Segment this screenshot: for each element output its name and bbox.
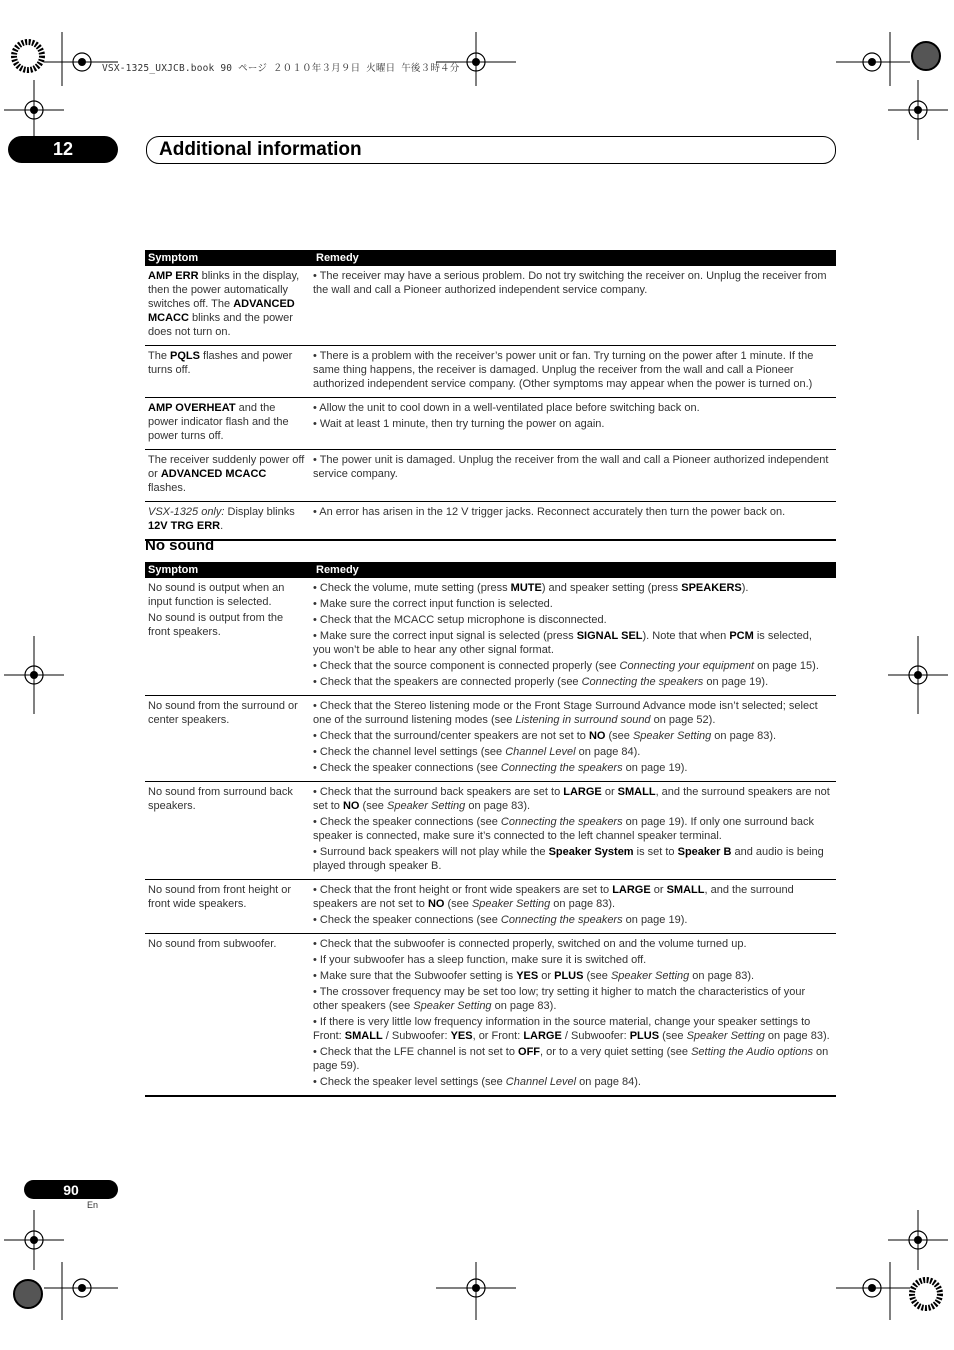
remedy-item: [313, 659, 832, 673]
remedy-item: [313, 1015, 832, 1043]
symptom-cell: [145, 401, 308, 445]
text-run: • The crossover frequency may be set too low; try setting it higher to match the characteristics of your other speakers (see: [313, 986, 806, 1012]
text-run: • Check that the Stereo listening mode or the Front Stage Surround Advance mode isn’t selected; select one of the surround listening modes (see: [313, 700, 818, 726]
header-symptom: Symptom: [148, 252, 199, 264]
text-run: AMP OVERHEAT: [148, 402, 236, 414]
table-row: [145, 346, 836, 398]
text-run: • Check the speaker connections (see: [313, 762, 501, 774]
text-run: LARGE: [612, 884, 651, 896]
symptom-text: [148, 349, 306, 377]
header-symptom: Symptom: [148, 564, 199, 576]
text-run: Channel Level: [505, 1076, 577, 1088]
text-run: Speaker Setting: [632, 730, 712, 742]
text-run: is set to: [633, 846, 678, 858]
table-row: [145, 934, 836, 1097]
text-run: SMALL: [344, 1030, 383, 1042]
text-run: LARGE: [523, 1030, 562, 1042]
remedy-cell: [308, 401, 836, 445]
text-run: • Check the speaker connections (see: [313, 816, 501, 828]
text-run: , or to a very quiet setting (see: [540, 1046, 692, 1058]
table-row: [145, 696, 836, 782]
remedy-cell: [308, 581, 836, 691]
chapter-title-box: [146, 136, 836, 164]
text-run: SPEAKERS: [681, 582, 742, 594]
text-run: ).: [741, 582, 749, 594]
text-run: No sound from front height or front wide speakers.: [148, 884, 292, 910]
symptom-cell: [145, 581, 308, 691]
symptom-cell: [145, 883, 308, 929]
text-run: on page 83).: [711, 730, 777, 742]
text-run: OFF: [518, 1046, 541, 1058]
text-run: on page 83).: [689, 970, 755, 982]
text-run: on page 52).: [650, 714, 716, 726]
text-run: • Surround back speakers will not play while the: [313, 846, 549, 858]
text-run: LARGE: [563, 786, 602, 798]
remedy-cell: [308, 505, 836, 535]
remedy-item: [313, 675, 832, 689]
text-run: • Check that the front height or front wide speakers are set to: [313, 884, 613, 896]
text-run: PLUS: [554, 970, 584, 982]
remedy-item: [313, 581, 832, 595]
text-run: • If your subwoofer has a sleep function, make sure it is switched off.: [313, 954, 647, 966]
text-run: No sound is output when an input function is selected.: [148, 582, 285, 608]
text-run: , and the surround speakers are not set to: [313, 884, 794, 910]
text-run: No sound from the surround or center speakers.: [148, 700, 298, 726]
text-run: Connecting the speakers: [500, 914, 623, 926]
remedy-item: [313, 985, 832, 1013]
text-run: Display blinks: [224, 506, 295, 518]
text-run: • Make sure the correct input signal is selected (press: [313, 630, 577, 642]
text-run: • Check that the subwoofer is connected properly, switched on and the volume turned up.: [313, 938, 747, 950]
text-run: (see: [659, 1030, 687, 1042]
text-run: blinks and the power does not turn on.: [148, 312, 293, 338]
text-run: • Check that the surround back speakers are set to: [313, 786, 564, 798]
text-run: and the power indicator flash and the power turns off.: [148, 402, 289, 442]
text-run: • There is a problem with the receiver’s power unit or fan. Try turning on the power after 1 minute. If the same thing happens, the receiver is damaged. Unplug the receiver from the wall and call a Pioneer authorized independent service company. (Other symptoms may appear when the power is turned on.): [313, 350, 814, 390]
text-run: on page 19). If only one surround back speaker is connected, make sure it’s connected to the left channel speaker terminal.: [313, 816, 814, 842]
table-row: [145, 880, 836, 934]
remedy-item: [313, 815, 832, 843]
text-run: on page 83).: [465, 800, 531, 812]
text-run: is selected, you won’t be able to hear any other signal format.: [313, 630, 812, 656]
symptom-cell: [145, 349, 308, 393]
text-run: SIGNAL SEL: [576, 630, 643, 642]
symptom-cell: [145, 269, 308, 341]
symptom-text: [148, 505, 306, 533]
symptom-cell: [145, 453, 308, 497]
text-run: PQLS: [170, 350, 200, 362]
text-run: • Allow the unit to cool down in a well-ventilated place before switching back on.: [313, 402, 700, 414]
text-run: • Check the speaker level settings (see: [313, 1076, 506, 1088]
symptom-text: [148, 581, 306, 609]
text-run: • The receiver may have a serious problem. Do not try switching the receiver on. Unplug the receiver from the wall and call a Pioneer authorized independent service company.: [313, 270, 827, 296]
text-run: flashes and power turns off.: [148, 350, 293, 376]
symptom-text: [148, 937, 306, 951]
text-run: Connecting the speakers: [500, 816, 623, 828]
text-run: Listening in surround sound: [515, 714, 651, 726]
symptom-cell: [145, 785, 308, 875]
text-run: on page 19).: [622, 762, 688, 774]
text-run: • Make sure that the Subwoofer setting is: [313, 970, 517, 982]
text-run: • Check the volume, mute setting (press: [313, 582, 511, 594]
table-row: [145, 266, 836, 346]
text-run: • Check the channel level settings (see: [313, 746, 506, 758]
table-row: [145, 450, 836, 502]
table-row: [145, 502, 836, 541]
text-run: YES: [450, 1030, 473, 1042]
text-run: Speaker Setting: [471, 898, 551, 910]
text-run: Connecting the speakers: [581, 676, 704, 688]
symptom-cell: [145, 505, 308, 535]
text-run: , or Front:: [472, 1030, 524, 1042]
remedy-cell: [308, 883, 836, 929]
header-remedy: Remedy: [316, 564, 359, 576]
remedy-item: [313, 349, 832, 391]
remedy-item: [313, 1075, 832, 1089]
symptom-text: [148, 401, 306, 443]
text-run: ADVANCED MCACC: [160, 468, 267, 480]
text-run: Setting the Audio options: [691, 1046, 813, 1058]
symptom-text: [148, 785, 306, 813]
text-run: • Check that the source component is connected properly (see: [313, 660, 620, 672]
text-run: on page 15).: [754, 660, 819, 672]
text-run: • If there is very little low frequency information in the source material, change your speaker settings to Front:: [313, 1016, 811, 1042]
chapter-number: 12: [8, 136, 118, 163]
language-label: En: [87, 1200, 99, 1210]
table-header: [145, 250, 836, 266]
text-run: • Check that the MCACC setup microphone is disconnected.: [313, 614, 607, 626]
text-run: The receiver suddenly power off or: [148, 454, 305, 480]
text-run: ) and speaker setting (press: [541, 582, 682, 594]
text-run: (see: [359, 800, 387, 812]
remedy-item: [313, 729, 832, 743]
symptom-text: [148, 699, 306, 727]
text-run: flashes.: [148, 482, 186, 494]
section-heading-no-sound: No sound: [145, 537, 215, 554]
troubleshooting-table-power: [145, 250, 836, 541]
symptom-text: [148, 611, 306, 639]
remedy-item: [313, 913, 832, 927]
text-run: (see: [444, 898, 472, 910]
remedy-item: [313, 597, 832, 611]
text-run: • Wait at least 1 minute, then try turning the power on again.: [313, 418, 605, 430]
text-run: Speaker Setting: [413, 1000, 492, 1012]
remedy-item: [313, 505, 832, 519]
text-run: NO: [588, 730, 606, 742]
text-run: (see: [605, 730, 633, 742]
text-run: Speaker B: [677, 846, 732, 858]
text-run: Connecting the speakers: [500, 762, 623, 774]
remedy-item: [313, 269, 832, 297]
remedy-cell: [308, 785, 836, 875]
remedy-cell: [308, 269, 836, 341]
symptom-text: [148, 269, 306, 339]
text-run: • Check that the speakers are connected properly (see: [313, 676, 582, 688]
remedy-item: [313, 699, 832, 727]
remedy-item: [313, 937, 832, 951]
text-run: / Subwoofer:: [561, 1030, 630, 1042]
remedy-item: [313, 953, 832, 967]
header-remedy: Remedy: [316, 252, 359, 264]
text-run: • Check the speaker connections (see: [313, 914, 501, 926]
remedy-item: [313, 401, 832, 415]
text-run: on page 84).: [575, 746, 641, 758]
text-run: No sound from surround back speakers.: [148, 786, 293, 812]
text-run: ADVANCED MCACC: [148, 298, 295, 324]
troubleshooting-table-no-sound: [145, 562, 836, 1097]
text-run: MUTE: [510, 582, 542, 594]
remedy-cell: [308, 453, 836, 497]
remedy-item: [313, 969, 832, 983]
text-run: • An error has arisen in the 12 V trigger jacks. Reconnect accurately then turn the power back on.: [313, 506, 786, 518]
text-run: • Check that the surround/center speakers are not set to: [313, 730, 589, 742]
remedy-item: [313, 745, 832, 759]
remedy-item: [313, 1045, 832, 1073]
remedy-item: [313, 417, 832, 431]
text-run: Channel Level: [505, 746, 576, 758]
text-run: • Make sure the correct input function is selected.: [313, 598, 553, 610]
symptom-cell: [145, 699, 308, 777]
remedy-item: [313, 845, 832, 873]
text-run: .: [220, 520, 224, 532]
text-run: NO: [342, 800, 360, 812]
text-run: , and the surround speakers are not set to: [313, 786, 830, 812]
text-run: SMALL: [666, 884, 705, 896]
text-run: No sound from subwoofer.: [148, 938, 277, 950]
table-row: [145, 782, 836, 880]
text-run: PCM: [729, 630, 754, 642]
text-run: Speaker Setting: [610, 970, 690, 982]
text-run: • Check that the LFE channel is not set to: [313, 1046, 519, 1058]
text-run: on page 19).: [622, 914, 688, 926]
text-run: or: [650, 884, 667, 896]
remedy-cell: [308, 349, 836, 393]
text-run: on page 59).: [313, 1046, 829, 1072]
text-run: 12V TRG ERR: [148, 520, 221, 532]
print-info: VSX-1325_UXJCB.book 90 ページ ２０１０年３月９日 火曜日 午後３時４分: [102, 63, 460, 74]
text-run: (see: [583, 970, 611, 982]
remedy-cell: [308, 937, 836, 1091]
remedy-item: [313, 883, 832, 911]
text-run: on page 83).: [550, 898, 616, 910]
text-run: The: [148, 350, 171, 362]
text-run: • The power unit is damaged. Unplug the receiver from the wall and call a Pioneer authorized independent service company.: [313, 454, 829, 480]
text-run: PLUS: [629, 1030, 660, 1042]
remedy-item: [313, 453, 832, 481]
remedy-cell: [308, 699, 836, 777]
remedy-item: [313, 629, 832, 657]
text-run: on page 83).: [764, 1030, 830, 1042]
text-run: AMP ERR: [148, 270, 199, 282]
remedy-item: [313, 761, 832, 775]
text-run: NO: [427, 898, 445, 910]
table-row: [145, 578, 836, 696]
symptom-cell: [145, 937, 308, 1091]
text-run: Connecting your equipment: [619, 660, 755, 672]
table-row: [145, 398, 836, 450]
text-run: on page 19).: [703, 676, 769, 688]
text-run: VSX-1325 only:: [148, 506, 225, 518]
text-run: or: [601, 786, 618, 798]
page-number: 90: [24, 1180, 118, 1199]
text-run: on page 84).: [576, 1076, 641, 1088]
text-run: / Subwoofer:: [382, 1030, 451, 1042]
text-run: YES: [516, 970, 539, 982]
text-run: blinks in the display, then the power automatically switches off. The: [148, 270, 300, 310]
text-run: on page 83).: [491, 1000, 557, 1012]
text-run: Speaker Setting: [686, 1030, 765, 1042]
text-run: ). Note that when: [642, 630, 730, 642]
text-run: Speaker Setting: [386, 800, 466, 812]
text-run: or: [538, 970, 555, 982]
remedy-item: [313, 613, 832, 627]
text-run: Speaker System: [548, 846, 634, 858]
text-run: SMALL: [617, 786, 656, 798]
chapter-title: Additional information: [159, 139, 362, 160]
symptom-text: [148, 453, 306, 495]
table-header: [145, 562, 836, 578]
remedy-item: [313, 785, 832, 813]
symptom-text: [148, 883, 306, 911]
text-run: and audio is being played through speaker B.: [313, 846, 824, 872]
text-run: No sound is output from the front speakers.: [148, 612, 284, 638]
